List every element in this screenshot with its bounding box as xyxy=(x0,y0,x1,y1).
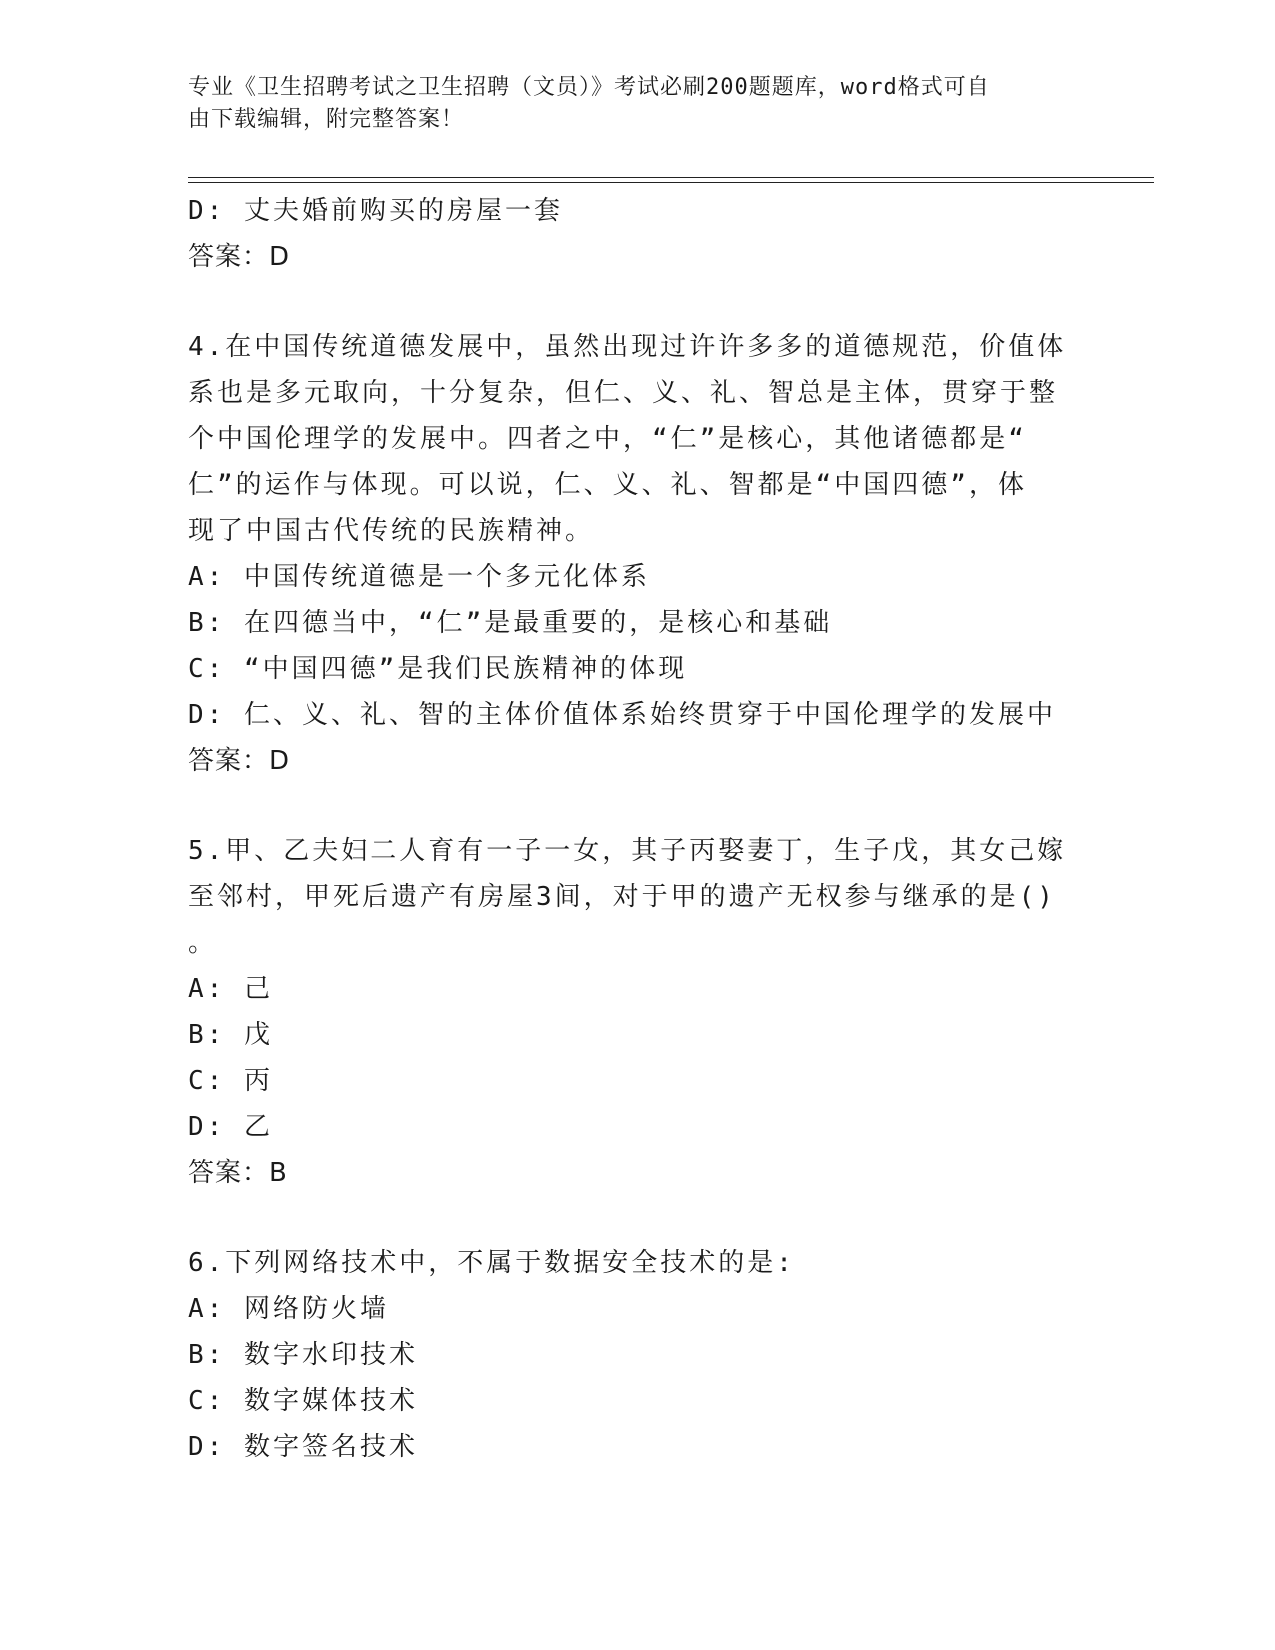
q4-option-a: A: 中国传统道德是一个多元化体系 xyxy=(188,562,650,592)
spacer xyxy=(188,1196,1068,1240)
q5-stem-line: 至邻村，甲死后遗产有房屋3间，对于甲的遗产无权参与继承的是() xyxy=(188,882,1056,912)
document-body xyxy=(188,188,1068,1470)
question-4 xyxy=(188,324,1068,784)
q4-stem-line: 仁”的运作与体现。可以说，仁、义、礼、智都是“中国四德”，体 xyxy=(188,470,1027,500)
q4-answer: 答案：D xyxy=(188,746,291,776)
q6-option-d: D: 数字签名技术 xyxy=(188,1432,418,1462)
q5-answer: 答案：B xyxy=(188,1158,288,1188)
q4-option-d: D: 仁、义、礼、智的主体价值体系始终贯穿于中国伦理学的发展中 xyxy=(188,700,1056,730)
q5-stem-line: 。 xyxy=(188,928,218,958)
q4-stem-line: 个中国伦理学的发展中。四者之中，“仁”是核心，其他诸德都是“ xyxy=(188,424,1027,454)
header-rule-bottom xyxy=(188,182,1154,183)
spacer xyxy=(188,280,1068,324)
q4-option-c: C: “中国四德”是我们民族精神的体现 xyxy=(188,654,688,684)
header-rule-top xyxy=(188,177,1154,178)
q5-option-a: A: 己 xyxy=(188,974,273,1004)
q6-option-b: B: 数字水印技术 xyxy=(188,1340,418,1370)
spacer xyxy=(188,784,1068,828)
q4-stem-line: 系也是多元取向，十分复杂，但仁、义、礼、智总是主体，贯穿于整 xyxy=(188,378,1059,408)
q6-stem-line: 6.下列网络技术中，不属于数据安全技术的是: xyxy=(188,1248,795,1278)
q6-option-c: C: 数字媒体技术 xyxy=(188,1386,418,1416)
q6-option-a: A: 网络防火墙 xyxy=(188,1294,389,1324)
q5-stem-line: 5.甲、乙夫妇二人育有一子一女，其子丙娶妻丁，生子戊，其女己嫁 xyxy=(188,836,1067,866)
q4-stem-line: 现了中国古代传统的民族精神。 xyxy=(188,516,595,546)
question-6 xyxy=(188,1240,1068,1470)
q3-answer: 答案：D xyxy=(188,242,291,272)
q5-option-b: B: 戊 xyxy=(188,1020,273,1050)
q5-option-c: C: 丙 xyxy=(188,1066,273,1096)
question-5 xyxy=(188,828,1068,1196)
q4-option-b: B: 在四德当中，“仁”是最重要的，是核心和基础 xyxy=(188,608,833,638)
q4-stem-line: 4.在中国传统道德发展中，虽然出现过许许多多的道德规范，价值体 xyxy=(188,332,1067,362)
q5-option-d: D: 乙 xyxy=(188,1112,273,1142)
q3-option-d: D: 丈夫婚前购买的房屋一套 xyxy=(188,196,563,226)
document-header xyxy=(188,72,1068,136)
header-line-2: 由下载编辑，附完整答案！ xyxy=(188,107,465,132)
header-line-1: 专业《卫生招聘考试之卫生招聘（文员）》考试必刷200题题库，word格式可自 xyxy=(188,75,990,100)
question-3-tail xyxy=(188,188,1068,280)
